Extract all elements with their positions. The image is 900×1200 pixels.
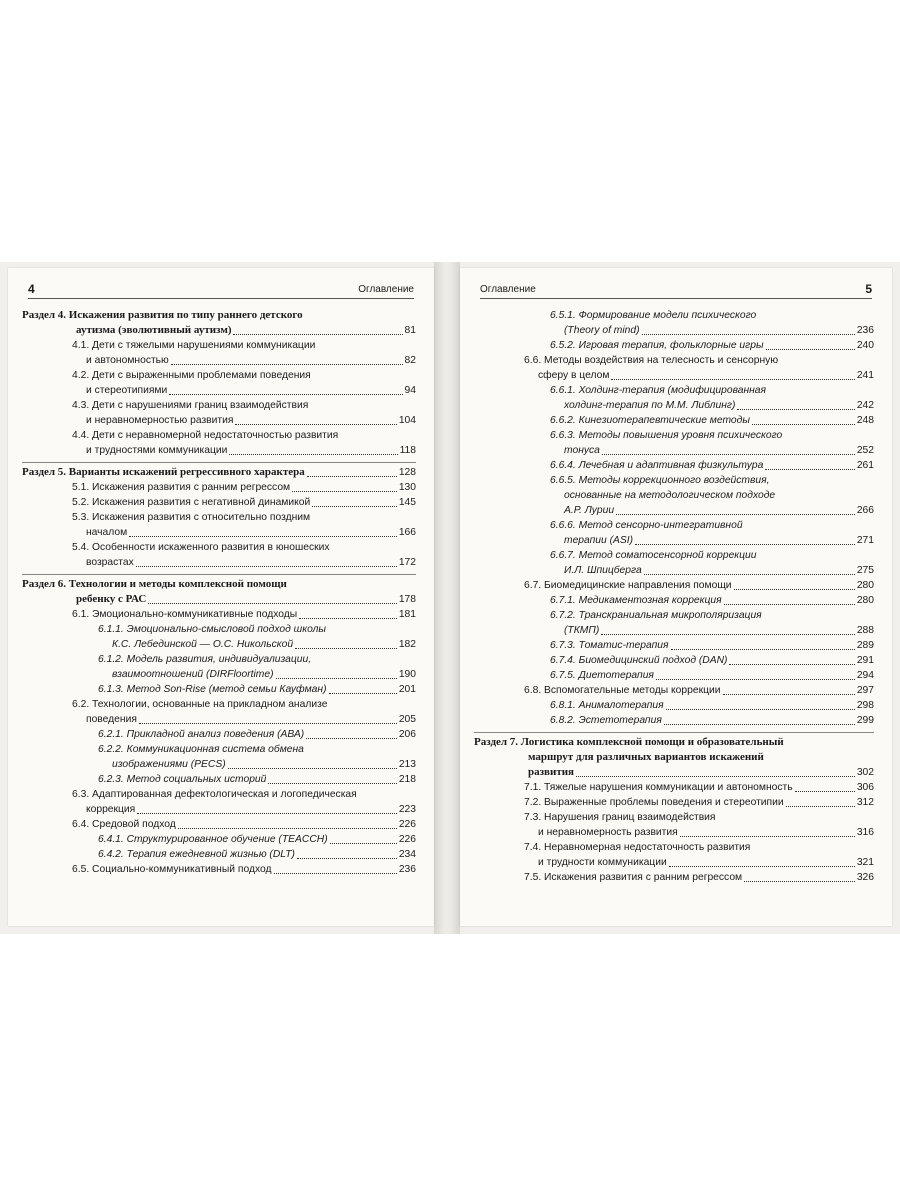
toc-entry-title: Раздел 7. Логистика комплексной помощи и образовательный [474, 736, 784, 748]
toc-entry-title: 4.4. Дети с неравномерной недостаточностью развития [72, 430, 339, 441]
toc-entry-title: (Theory of mind) [564, 325, 640, 336]
toc-entry-page: 321 [856, 857, 874, 868]
dot-leader [611, 379, 854, 380]
toc-entry-page: 205 [398, 714, 416, 725]
toc-entry-title: возрастах [86, 557, 134, 568]
left-page-header [28, 284, 414, 299]
toc-entry-title: 6.4.1. Структурированное обучение (TEACCH) [98, 834, 328, 845]
toc-entry [474, 870, 874, 885]
toc-entry [474, 732, 874, 780]
toc-entry-title: А.Р. Лурии [564, 505, 615, 516]
toc-entry-title: И.Л. Шпицберга [564, 565, 642, 576]
toc-entry-page: 299 [856, 715, 874, 726]
toc-entry-page: 166 [398, 527, 416, 538]
toc-entry [474, 713, 874, 728]
dot-leader [680, 836, 855, 837]
toc-entry [22, 817, 416, 832]
toc-entry-title: 6.5.1. Формирование модели психического [550, 310, 757, 321]
dot-leader [169, 394, 402, 395]
toc-entry [474, 653, 874, 668]
toc-entry-page: 294 [856, 670, 874, 681]
dot-leader [737, 409, 854, 410]
dot-leader [229, 454, 397, 455]
toc-entry [22, 622, 416, 652]
toc-entry-title: 6.7.4. Биомедицинский подход (DAN) [550, 655, 728, 666]
toc-entry [22, 697, 416, 727]
right-page-header [480, 284, 872, 299]
toc-entry-title: поведения [86, 714, 137, 725]
toc-entry-title: (ТКМП) [564, 625, 600, 636]
dot-leader [766, 349, 855, 350]
toc-entry-title: 6.1.2. Модель развития, индивидуализации, [98, 654, 312, 665]
dot-leader [664, 724, 855, 725]
toc-entry-title: и автономностью [86, 355, 169, 366]
toc-entry-page: 242 [856, 400, 874, 411]
toc-entry [22, 338, 416, 368]
toc-entry [22, 862, 416, 877]
toc-entry-page: 326 [856, 872, 874, 883]
toc-entry-page: 266 [856, 505, 874, 516]
toc-entry-title: 6.1.1. Эмоционально-смысловой подход школы [98, 624, 326, 635]
toc-entry-title: 6.4.2. Терапия ежедневной жизнью (DLT) [98, 849, 295, 860]
dot-leader [329, 693, 397, 694]
dot-leader [148, 603, 397, 604]
toc-entry-title: 6.6.1. Холдинг-терапия (модифицированная [550, 385, 767, 396]
toc-entry-title: Раздел 5. Варианты искажений регрессивного характера [22, 466, 305, 478]
dot-leader [752, 424, 855, 425]
toc-entry [474, 795, 874, 810]
toc-entry-title: 6.7. Биомедицинские направления помощи [524, 580, 732, 591]
running-title: Оглавление [480, 284, 536, 295]
toc-entry-title: 6.1.3. Метод Son-Rise (метод семьи Кауфман) [98, 684, 327, 695]
toc-entry-title: Раздел 6. Технологии и методы комплексной помощи [22, 578, 287, 590]
toc-entry [474, 308, 874, 338]
toc-entry [22, 847, 416, 862]
toc-entry [474, 683, 874, 698]
toc-entry-title: коррекция [86, 804, 136, 815]
toc-entry-page: 145 [398, 497, 416, 508]
toc-entry-title: 6.5.2. Игровая терапия, фольклорные игры [550, 340, 764, 351]
toc-entry [22, 607, 416, 622]
toc-entry-title: изображениями (PECS) [112, 759, 226, 770]
dot-leader [307, 476, 397, 477]
toc-entry [22, 652, 416, 682]
toc-entry-page: 226 [398, 819, 416, 830]
toc-entry-title: 6.7.2. Транскраниальная микрополяризация [550, 610, 762, 621]
toc-entry-title: 6.5. Социально-коммуникативный подход [72, 864, 272, 875]
toc-entry-page: 236 [856, 325, 874, 336]
dot-leader [297, 858, 397, 859]
toc-entry-title: ребенку с РАС [76, 593, 147, 605]
toc-entry-page: 190 [398, 669, 416, 680]
toc-entry [22, 398, 416, 428]
toc-entry-title: и неравномерностью развития [86, 415, 234, 426]
book-gutter [434, 262, 460, 934]
toc-entry-page: 261 [856, 460, 874, 471]
toc-entry-page: 289 [856, 640, 874, 651]
toc-entry-page: 271 [856, 535, 874, 546]
toc-entry-title: тонуса [564, 445, 600, 456]
toc-entry [22, 540, 416, 570]
dot-leader [635, 544, 855, 545]
toc-entry-title: сферу в целом [538, 370, 610, 381]
toc-entry [22, 727, 416, 742]
toc-entry-title: 7.2. Выраженные проблемы поведения и стереотипии [524, 797, 784, 808]
toc-entry-title: 5.3. Искажения развития с относительно поздним [72, 512, 311, 523]
toc-entry-page: 130 [398, 482, 416, 493]
toc-entry-title: 6.7.1. Медикаментозная коррекция [550, 595, 722, 606]
toc-entry [474, 578, 874, 593]
toc-entry-page: 94 [404, 385, 416, 396]
toc-entry-page: 241 [856, 370, 874, 381]
dot-leader [642, 334, 855, 335]
toc-entry [474, 518, 874, 548]
toc-entry-page: 252 [856, 445, 874, 456]
toc-entry-title: 7.5. Искажения развития с ранним регрессом [524, 872, 743, 883]
toc-entry [22, 832, 416, 847]
toc-entry [22, 368, 416, 398]
toc-entry-title: 6.2.3. Метод социальных историй [98, 774, 267, 785]
dot-leader [666, 709, 855, 710]
toc-entry [22, 772, 416, 787]
page-number: 5 [865, 282, 872, 296]
toc-entry [474, 810, 874, 840]
dot-leader [795, 791, 855, 792]
right-page [460, 268, 892, 926]
dot-leader [306, 738, 397, 739]
toc-entry-title: 6.4. Средовой подход [72, 819, 176, 830]
dot-leader [671, 649, 855, 650]
toc-entry-title: и неравномерность развития [538, 827, 678, 838]
toc-entry-page: 213 [398, 759, 416, 770]
toc-entry-title: 6.2.1. Прикладной анализ поведения (АВА) [98, 729, 305, 740]
dot-leader [786, 806, 855, 807]
toc-entry-title: 7.4. Неравномерная недостаточность развития [524, 842, 751, 853]
dot-leader [129, 536, 397, 537]
toc-entry-page: 81 [404, 325, 416, 336]
toc-entry-title: К.С. Лебединской — О.С. Никольской [112, 639, 294, 650]
toc-entry-title: 6.6. Методы воздействия на телесность и сенсорную [524, 355, 779, 366]
toc-entry-title: 6.6.6. Метод сенсорно-интегративной [550, 520, 743, 531]
table-of-contents-left [22, 308, 416, 877]
toc-entry [22, 480, 416, 495]
toc-entry-title: 6.6.3. Методы повышения уровня психического [550, 430, 783, 441]
dot-leader [330, 843, 397, 844]
toc-entry [474, 428, 874, 458]
table-of-contents-right [474, 308, 874, 885]
toc-entry [22, 574, 416, 607]
toc-entry [22, 510, 416, 540]
toc-entry-title: началом [86, 527, 128, 538]
toc-entry-title: 6.1. Эмоционально-коммуникативные подходы [72, 609, 298, 620]
toc-entry-page: 297 [856, 685, 874, 696]
dot-leader [292, 491, 397, 492]
toc-entry-page: 275 [856, 565, 874, 576]
toc-entry [22, 428, 416, 458]
dot-leader [274, 873, 397, 874]
toc-entry [22, 495, 416, 510]
dot-leader [235, 424, 396, 425]
toc-entry-title: холдинг-терапия по М.М. Либлинг) [564, 400, 736, 411]
dot-leader [601, 634, 855, 635]
dot-leader [744, 881, 855, 882]
toc-entry-title: терапии (ASI) [564, 535, 634, 546]
toc-entry-page: 201 [398, 684, 416, 695]
toc-entry-title: аутизма (эволютивный аутизм) [76, 324, 232, 336]
dot-leader [171, 364, 403, 365]
toc-entry-page: 234 [398, 849, 416, 860]
toc-entry-page: 82 [404, 355, 416, 366]
dot-leader [312, 506, 397, 507]
toc-entry-title: маршрут для различных вариантов искажений [528, 751, 764, 763]
dot-leader [644, 574, 855, 575]
toc-entry [474, 608, 874, 638]
toc-entry-title: 5.2. Искажения развития с негативной динамикой [72, 497, 311, 508]
toc-entry [474, 668, 874, 683]
toc-entry-title: и трудности коммуникации [538, 857, 667, 868]
dot-leader [656, 679, 855, 680]
toc-entry-title: 6.6.5. Методы коррекционного воздействия, [550, 475, 770, 486]
toc-entry-title: 6.6.2. Кинезиотерапевтические методы [550, 415, 750, 426]
toc-entry-title: 6.8. Вспомогательные методы коррекции [524, 685, 721, 696]
toc-entry-title: 6.6.4. Лечебная и адаптивная физкультура [550, 460, 764, 471]
toc-entry-page: 302 [856, 767, 874, 778]
dot-leader [276, 678, 397, 679]
dot-leader [178, 828, 397, 829]
toc-entry-page: 306 [856, 782, 874, 793]
toc-entry [474, 638, 874, 653]
toc-entry [474, 383, 874, 413]
toc-entry [22, 742, 416, 772]
toc-entry-page: 128 [398, 467, 416, 478]
toc-entry-page: 280 [856, 595, 874, 606]
toc-entry-title: 7.1. Тяжелые нарушения коммуникации и автономность [524, 782, 793, 793]
dot-leader [299, 618, 397, 619]
left-page [8, 268, 434, 926]
toc-entry-page: 181 [398, 609, 416, 620]
toc-entry-page: 118 [399, 445, 416, 456]
toc-entry-page: 172 [398, 557, 416, 568]
dot-leader [765, 469, 854, 470]
dot-leader [729, 664, 854, 665]
toc-entry-title: и стереотипиями [86, 385, 168, 396]
dot-leader [136, 566, 397, 567]
toc-entry-page: 316 [856, 827, 874, 838]
toc-entry-title: 6.2.2. Коммуникационная система обмена [98, 744, 304, 755]
toc-entry [474, 698, 874, 713]
toc-entry [22, 462, 416, 480]
toc-entry-page: 312 [856, 797, 874, 808]
toc-entry-page: 248 [856, 415, 874, 426]
toc-entry-page: 236 [398, 864, 416, 875]
toc-entry-title: 6.8.1. Анималотерапия [550, 700, 664, 711]
toc-entry-page: 178 [398, 594, 416, 605]
dot-leader [616, 514, 855, 515]
toc-entry-page: 206 [398, 729, 416, 740]
toc-entry-title: Раздел 4. Искажения развития по типу раннего детского [22, 309, 303, 321]
toc-entry [474, 780, 874, 795]
toc-entry-title: 4.3. Дети с нарушениями границ взаимодействия [72, 400, 309, 411]
dot-leader [723, 694, 855, 695]
toc-entry-title: развития [528, 766, 575, 778]
dot-leader [268, 783, 396, 784]
toc-entry-title: 5.4. Особенности искаженного развития в юношеских [72, 542, 330, 553]
toc-entry-title: 7.3. Нарушения границ взаимодействия [524, 812, 716, 823]
toc-entry-page: 298 [856, 700, 874, 711]
toc-entry-page: 291 [856, 655, 874, 666]
toc-entry-title: 4.2. Дети с выраженными проблемами поведения [72, 370, 311, 381]
dot-leader [734, 589, 855, 590]
toc-entry [22, 682, 416, 697]
toc-entry [474, 458, 874, 473]
toc-entry-page: 226 [398, 834, 416, 845]
toc-entry-page: 288 [856, 625, 874, 636]
dot-leader [576, 776, 855, 777]
toc-entry [474, 353, 874, 383]
dot-leader [139, 723, 397, 724]
toc-entry-title: основанные на методологическом подходе [564, 490, 776, 501]
toc-entry-page: 280 [856, 580, 874, 591]
dot-leader [228, 768, 397, 769]
toc-entry-title: 6.7.5. Диетотерапия [550, 670, 654, 681]
toc-entry-title: 6.7.3. Томатис-терапия [550, 640, 669, 651]
toc-entry [474, 840, 874, 870]
toc-entry-page: 182 [398, 639, 416, 650]
toc-entry-title: 6.2. Технологии, основанные на прикладном анализе [72, 699, 328, 710]
toc-entry-title: 5.1. Искажения развития с ранним регрессом [72, 482, 291, 493]
dot-leader [233, 334, 402, 335]
toc-entry [474, 413, 874, 428]
dot-leader [724, 604, 855, 605]
dot-leader [137, 813, 397, 814]
dot-leader [602, 454, 855, 455]
page-number: 4 [28, 282, 35, 296]
toc-entry-page: 223 [398, 804, 416, 815]
toc-entry-title: 6.8.2. Эстетотерапия [550, 715, 662, 726]
toc-entry-page: 240 [856, 340, 874, 351]
toc-entry-title: и трудностями коммуникации [86, 445, 228, 456]
toc-entry [474, 593, 874, 608]
toc-entry [22, 787, 416, 817]
toc-entry [474, 473, 874, 518]
dot-leader [669, 866, 855, 867]
running-title: Оглавление [358, 284, 414, 295]
toc-entry-page: 104 [398, 415, 416, 426]
toc-entry-title: 6.6.7. Метод соматосенсорной коррекции [550, 550, 757, 561]
toc-entry-title: 6.3. Адаптированная дефектологическая и логопедическая [72, 789, 357, 800]
toc-entry [22, 308, 416, 338]
toc-entry [474, 548, 874, 578]
toc-entry-title: взаимоотношений (DIRFloortime) [112, 669, 274, 680]
dot-leader [295, 648, 397, 649]
toc-entry-page: 218 [398, 774, 416, 785]
toc-entry [474, 338, 874, 353]
toc-entry-title: 4.1. Дети с тяжелыми нарушениями коммуникации [72, 340, 316, 351]
